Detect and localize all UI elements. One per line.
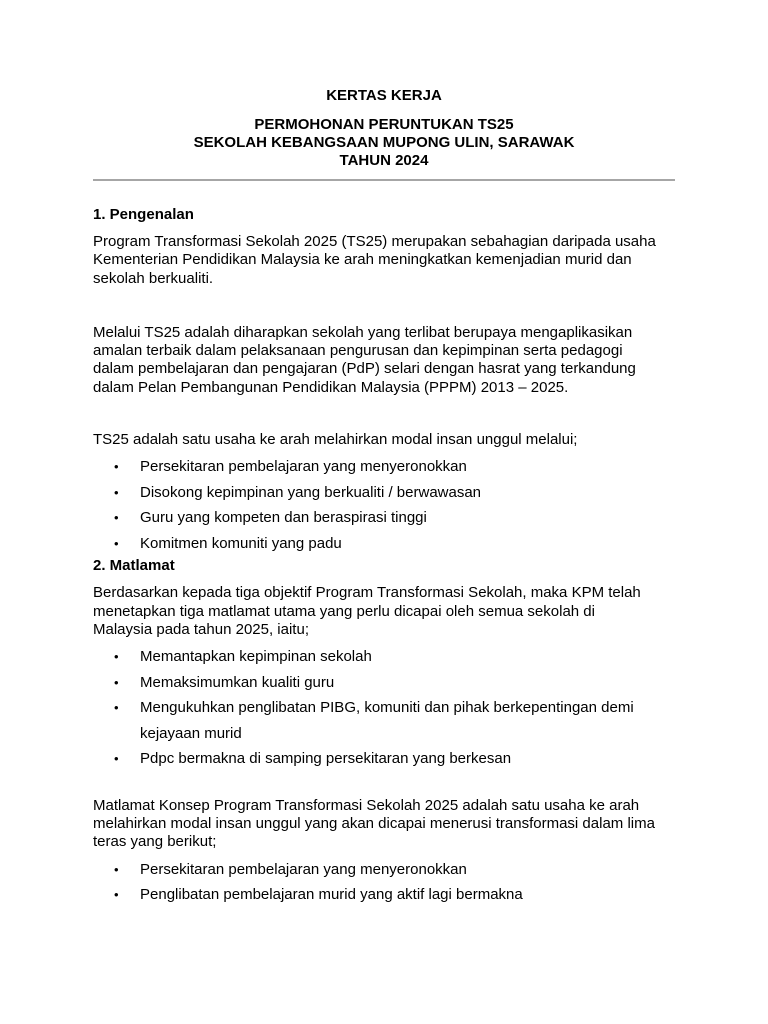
list-item-text: Persekitaran pembelajaran yang menyeronokkan (140, 458, 467, 476)
paragraph-line: melahirkan modal insan unggul yang akan dicapai menerusi transformasi dalam lima (93, 815, 655, 833)
list-item-text: Komitmen komuniti yang padu (140, 534, 342, 552)
list-item (93, 695, 693, 746)
bullet-icon: • (114, 861, 119, 877)
list-item-text: Mengukuhkan penglibatan PIBG, komuniti dan pihak berkepentingan demi (140, 699, 634, 717)
bullet-icon: • (114, 649, 119, 665)
paragraph-line: dalam pembelajaran dan pengajaran (PdP) selari dengan hasrat yang terkandung (93, 360, 636, 378)
paragraph-line: dalam Pelan Pembangunan Pendidikan Malaysia (PPPM) 2013 – 2025. (93, 378, 569, 396)
paragraph-line: teras yang berikut; (93, 833, 217, 851)
bullet-icon: • (114, 751, 119, 767)
section-heading-matlamat: 2. Matlamat (93, 557, 175, 575)
spacer (93, 575, 693, 584)
spacer (93, 224, 693, 233)
paragraph-line: Matlamat Konsep Program Transformasi Sekolah 2025 adalah satu usaha ke arah (93, 796, 640, 814)
list-item-text: Penglibatan pembelajaran murid yang aktif lagi bermakna (140, 886, 523, 904)
paragraph-line: TS25 adalah satu usaha ke arah melahirkan modal insan unggul melalui; (93, 431, 578, 449)
document-subtitle-line1: PERMOHONAN PERUNTUKAN TS25 (254, 116, 514, 133)
document-subtitle-line2: SEKOLAH KEBANGSAAN MUPONG ULIN, SARAWAK (193, 134, 575, 151)
paragraph-line: menetapkan tiga matlamat utama yang perlu dicapai oleh semua sekolah di (93, 602, 595, 620)
paragraph-line: Melalui TS25 adalah diharapkan sekolah yang terlibat berupaya mengaplikasikan (93, 323, 633, 341)
bullet-list-ts25 (93, 454, 693, 556)
paragraph-line: amalan terbaik dalam pelaksanaan pengurusan dan kepimpinan serta pedagogi (93, 342, 623, 360)
document-subtitle-line3: TAHUN 2024 (339, 152, 429, 169)
list-item-text: Memaksimumkan kualiti guru (140, 673, 335, 691)
list-item-text-continuation: kejayaan murid (140, 724, 242, 742)
bullet-icon: • (114, 535, 119, 551)
list-item-text: Disokong kepimpinan yang berkualiti / berwawasan (140, 483, 482, 501)
paragraph-line: sekolah berkualiti. (93, 269, 214, 287)
spacer (93, 288, 693, 324)
list-item (93, 454, 693, 480)
paragraph-line: Kementerian Pendidikan Malaysia ke arah meningkatkan kemenjadian murid dan (93, 251, 632, 269)
bullet-icon: • (114, 700, 119, 716)
list-item (93, 857, 693, 883)
bullet-icon: • (114, 887, 119, 903)
paragraph-line: Malaysia pada tahun 2025, iaitu; (93, 620, 309, 638)
list-item (93, 480, 693, 506)
document-title-block (0, 87, 768, 170)
spacer (93, 772, 693, 797)
bullet-icon: • (114, 510, 119, 526)
list-item (93, 882, 693, 908)
paragraph-line: Berdasarkan kepada tiga objektif Program Transformasi Sekolah, maka KPM telah (93, 584, 641, 602)
list-item-text: Persekitaran pembelajaran yang menyeronokkan (140, 860, 467, 878)
header-divider (93, 179, 675, 181)
document-body (93, 205, 693, 908)
list-item (93, 531, 693, 557)
list-item (93, 746, 693, 772)
list-item (93, 505, 693, 531)
paragraph-line: Program Transformasi Sekolah 2025 (TS25) merupakan sebahagian daripada usaha (93, 233, 656, 250)
bullet-icon: • (114, 674, 119, 690)
list-item-text: Guru yang kompeten dan beraspirasi tinggi (140, 509, 427, 527)
list-item-text: Memantapkan kepimpinan sekolah (140, 648, 372, 666)
bullet-list-teras (93, 857, 693, 908)
section-heading-pengenalan: 1. Pengenalan (93, 206, 194, 223)
list-item-text: Pdpc bermakna di samping persekitaran yang berkesan (140, 750, 512, 768)
bullet-list-matlamat (93, 644, 693, 772)
list-item (93, 670, 693, 696)
bullet-icon: • (114, 459, 119, 475)
list-item (93, 644, 693, 670)
document-title: KERTAS KERJA (326, 87, 442, 104)
spacer (93, 397, 693, 431)
bullet-icon: • (114, 484, 119, 500)
